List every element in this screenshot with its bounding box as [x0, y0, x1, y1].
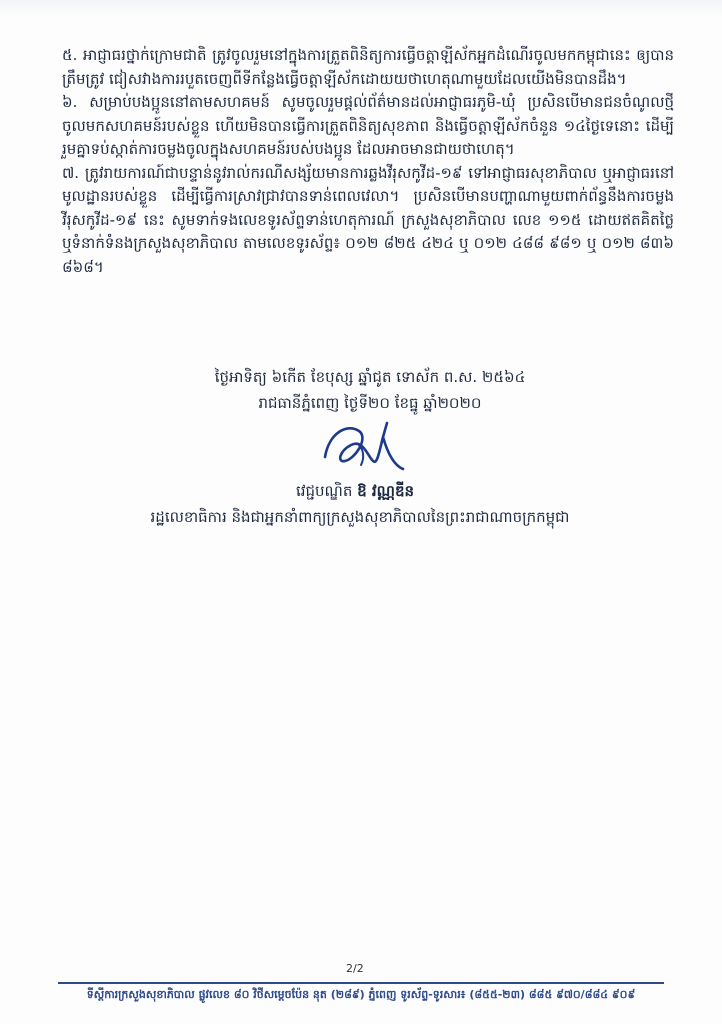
footer-divider	[58, 982, 664, 984]
document-body	[62, 44, 674, 279]
signer-name: ឱ វណ្ណឌីន	[357, 482, 415, 500]
signer-prefix: វេជ្ជបណ្ឌិត	[295, 482, 353, 500]
date-lunar: ថ្ងៃអាទិត្យ ៦កើត ខែបុស្ស ឆ្នាំជូត ទោស័ក ព.ស. ២៥៦៤	[214, 368, 526, 386]
paragraph-7: ៧. ត្រូវរាយការណ៍ជាបន្ទាន់នូវរាល់ករណីសង្ស័យមានការឆ្លងវីរុសកូវីដ-១៩ ទៅអាជ្ញាធរសុខាភិបាល ឬអាជ្ញាធរនៅមូលដ្ឋានរបស់ខ្លួន ដើម្បីធ្វើការស្រាវជ្រាវបានទាន់ពេលវេលា។ ប្រសិនបើមានបញ្ហាណាមួយពាក់ព័ន្ធនឹងការចម្លងវីរុសកូវីដ-១៩ នេះ សូមទាក់ទងលេខទូរស័ព្ទទាន់ហេតុការណ៍ ក្រសួងសុខាភិបាល លេខ ១១៥ ដោយឥតគិតថ្លៃ ឬទំនាក់ទំនងក្រសួងសុខាភិបាល តាមលេខទូរស័ព្ទ៖ ០១២ ៨២៥ ៤២៤ ឬ ០១២ ៤៨៨ ៩៨១ ឬ ០១២ ៨៣៦ ៨៦៨។	[62, 163, 674, 276]
top-margin-strip	[0, 0, 722, 18]
page-number: 2/2	[346, 962, 364, 975]
paragraph-6: ៦. សម្រាប់បងប្អូននៅតាមសហគមន៍ សូមចូលរួមផ្តល់ព័ត៌មានដល់អាជ្ញាធរភូមិ-ឃុំ ប្រសិនបើមានជនចំណូលថ្មី ចូលមកសហគមន៍របស់ខ្លួន ហើយមិនបានធ្វើការត្រួតពិនិត្យសុខភាព និងធ្វើចត្តាឡីស័កចំនួន ១៤ថ្ងៃទេនោះ ដើម្បីរួមគ្នាទប់ស្កាត់ការចម្លងចូលក្នុងសហគមន៍របស់បងប្អូន ដែលអាចមានជាយថាហេតុ។	[62, 93, 674, 158]
footer-address: ទីស្តីការក្រសួងសុខាភិបាល ផ្លូវលេខ ៨០ វិថីសម្តេចប៉ែន នុត (២៨៩) ភ្នំពេញ ទូរស័ព្ទ-ទូរសារ៖ (៨៥៥-២៣) ៨៨៥ ៩៧០/៨៨៤ ៩០៩	[86, 988, 636, 1001]
signer-title	[120, 482, 590, 504]
signer-position: រដ្ឋលេខាធិការ និងជាអ្នកនាំពាក្យក្រសួងសុខាភិបាលនៃព្រះរាជាណាចក្រកម្ពុជា	[150, 508, 570, 526]
signature-mark	[315, 415, 415, 477]
date-solar: រាជធានីភ្នំពេញ ថ្ងៃទី២០ ខែធ្នូ ឆ្នាំ២០២០	[258, 394, 482, 412]
paragraph-5: ៥. អាជ្ញាធរថ្នាក់ក្រោមជាតិ ត្រូវចូលរួមនៅក្នុងការត្រួតពិនិត្យការធ្វើចត្តាឡីស័កអ្នកដំណើរចូលមកកម្ពុជានេះ ឲ្យបានត្រឹមត្រូវ ជៀសវាងការរបួតចេញពីទីកន្លែងធ្វើចត្តាឡីស័កដោយយថាហេតុណាមួយដែលយើងមិនបានដឹង។	[62, 46, 674, 88]
